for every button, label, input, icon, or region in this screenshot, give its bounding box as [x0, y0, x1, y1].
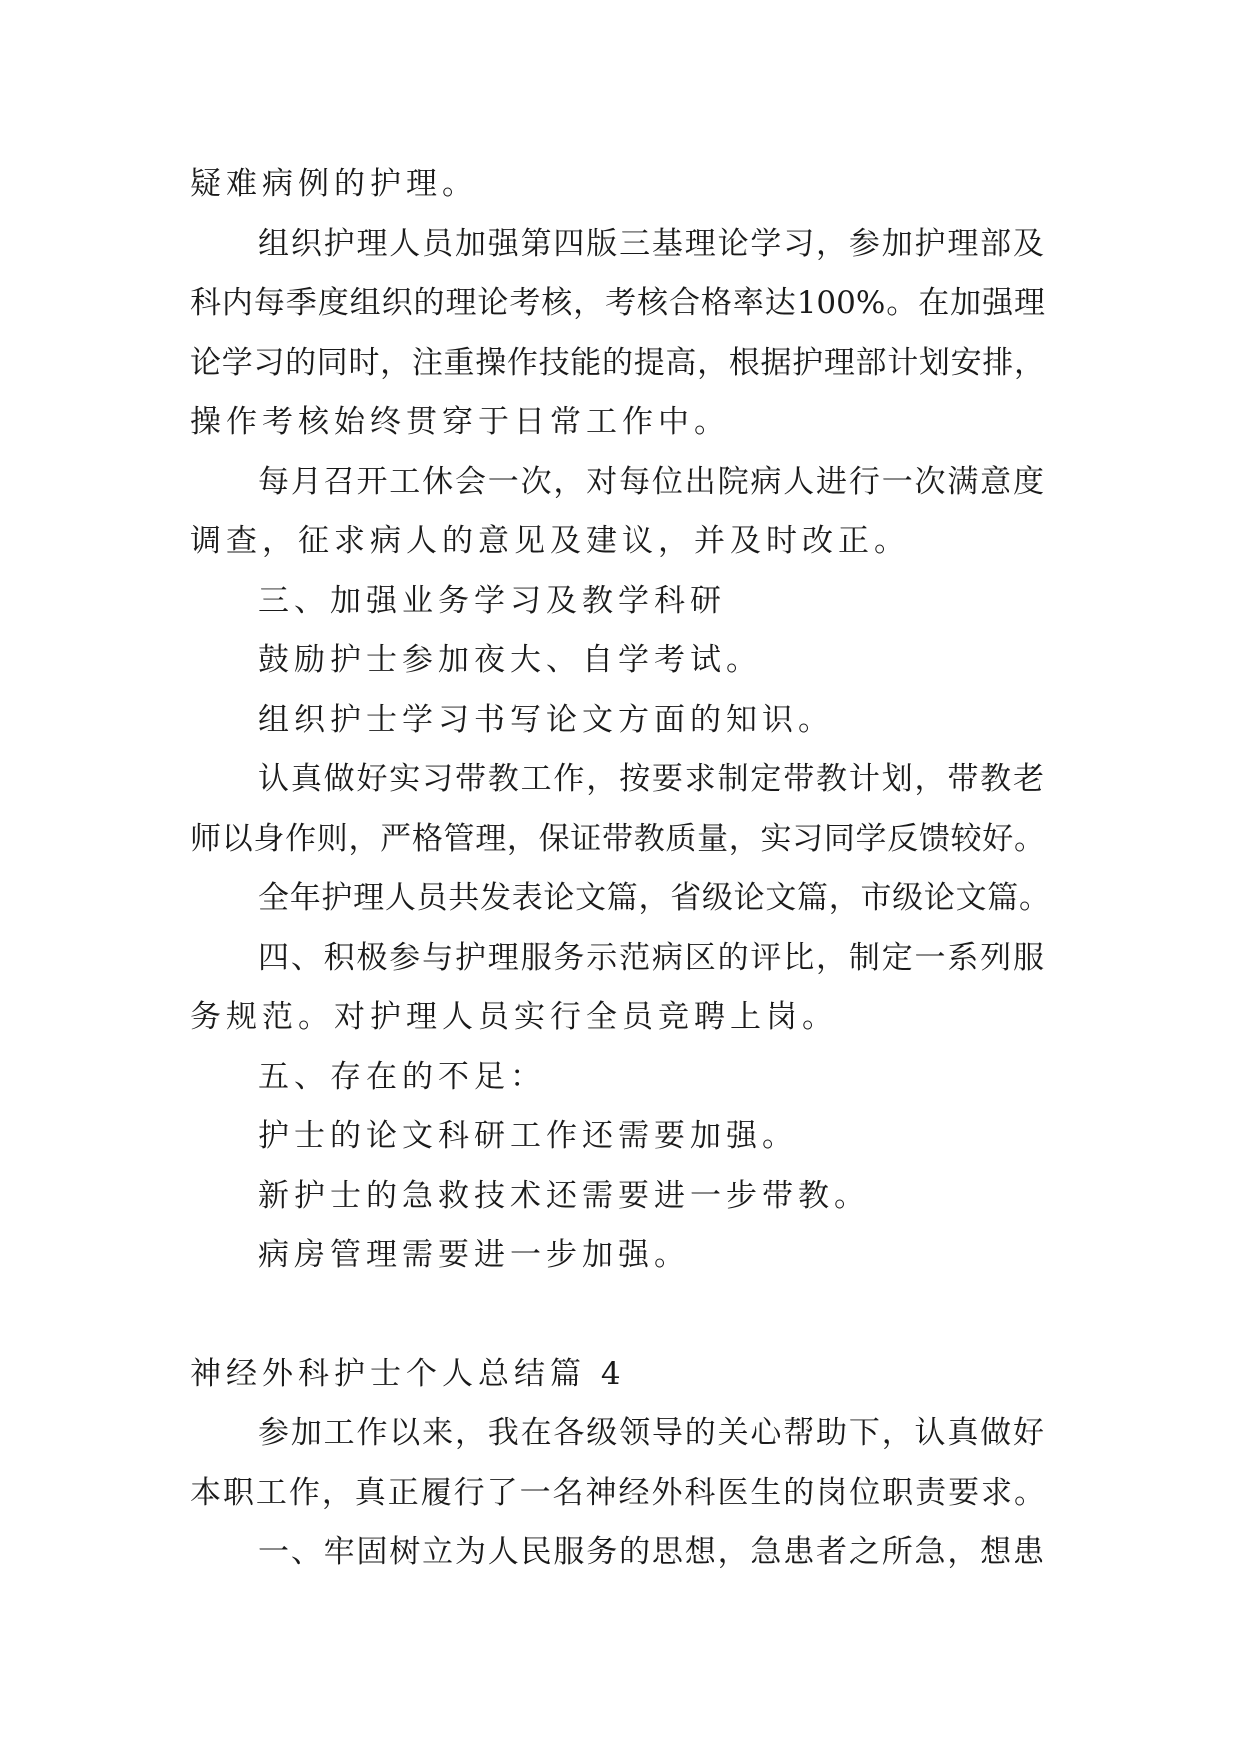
text-line: 务规范。对护理人员实行全员竞聘上岗。 [190, 999, 838, 1035]
text-line: 论学习的同时，注重操作技能的提高，根据护理部计划安排， [190, 345, 1045, 381]
text-line: 师以身作则，严格管理，保证带教质量，实习同学反馈较好。 [190, 821, 1045, 857]
paragraph-line: 组织护理人员加强第四版三基理论学习，参加护理部及 [258, 226, 1044, 262]
paragraph-line: 护士的论文科研工作还需要加强。 [258, 1118, 798, 1154]
text-line: 科内每季度组织的理论考核，考核合格率达100%。在加强理 [190, 285, 1045, 321]
paragraph-line: 全年护理人员共发表论文篇，省级论文篇，市级论文篇。 [258, 880, 1050, 916]
article-title: 神经外科护士个人总结篇 4 [190, 1356, 626, 1392]
paragraph-line: 每月召开工休会一次，对每位出院病人进行一次满意度 [258, 464, 1044, 500]
paragraph-line: 一、牢固树立为人民服务的思想，急患者之所急，想患 [258, 1534, 1044, 1570]
paragraph-line: 新护士的急救技术还需要进一步带教。 [258, 1178, 870, 1214]
paragraph-line: 认真做好实习带教工作，按要求制定带教计划，带教老 [258, 761, 1044, 797]
text-line: 操作考核始终贯穿于日常工作中。 [190, 404, 730, 440]
paragraph-line: 鼓励护士参加夜大、自学考试。 [258, 642, 762, 678]
section-heading: 三、加强业务学习及教学科研 [258, 583, 726, 619]
paragraph-line: 病房管理需要进一步加强。 [258, 1237, 690, 1273]
paragraph-line: 组织护士学习书写论文方面的知识。 [258, 702, 834, 738]
text-line: 本职工作，真正履行了一名神经外科医生的岗位职责要求。 [190, 1475, 1045, 1511]
text-line: 调查，征求病人的意见及建议，并及时改正。 [190, 523, 910, 559]
paragraph-line: 参加工作以来，我在各级领导的关心帮助下，认真做好 [258, 1415, 1044, 1451]
section-heading: 四、积极参与护理服务示范病区的评比，制定一系列服 [258, 940, 1044, 976]
section-heading: 五、存在的不足： [258, 1059, 546, 1095]
text-line: 疑难病例的护理。 [190, 166, 478, 202]
